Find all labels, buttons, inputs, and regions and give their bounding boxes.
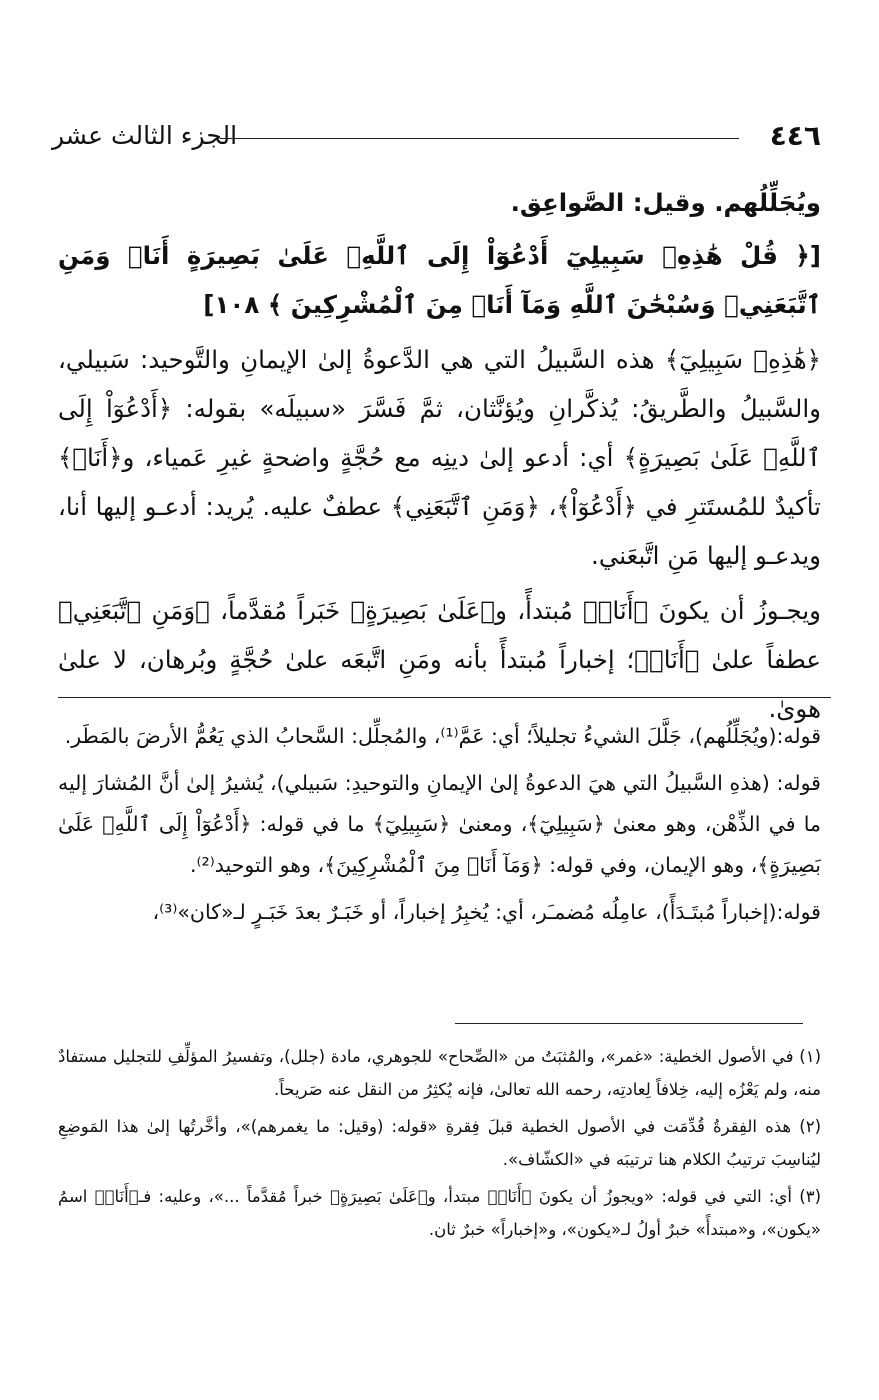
tafsir-paragraph-2: ويجـوزُ أن يكونَ ﴿أَنَا۠﴾ مُبتدأً، و﴿عَلَىٰ بَصِيرَةٍ﴾ خَبَراً مُقدَّماً، ﴿وَمَنِ ٱتَّبَعَنِي﴾ عطفاً علىٰ ﴿أَنَا۠﴾؛ إخباراً مُبتدأً بأنه ومَنِ اتَّبعَه علىٰ حُجَّةٍ وبُرهان، لا علىٰ هوىٰ.	[58, 596, 821, 723]
commentary-divider	[58, 697, 831, 698]
running-title: الجزء الثالث عشر	[52, 121, 238, 150]
verse-108: [﴿ قُلْ هَٰذِهِۦ سَبِيلِيٓ أَدْعُوٓاْ إِلَى ٱللَّهِۚ عَلَىٰ بَصِيرَةٍ أَنَا۠ وَمَنِ ٱتَّبَعَنِيۖ وَسُبْحَٰنَ ٱللَّهِ وَمَآ أَنَا۠ مِنَ ٱلْمُشْرِكِينَ ﴾ ١٠٨]	[58, 241, 821, 319]
footnote-3: (٣) أي: التي في قوله: «ويجوزُ أن يكونَ ﴿أَنَا۠﴾ مبتدأ، و﴿عَلَىٰ بَصِيرَةٍ﴾ خبراً مُقدَّماً ...»، وعليه: فـ﴿أَنَا۠﴾ اسمُ «يكون»، و«مبتدأً» خبرٌ أولُ لـ«يكون»، و«إخباراً» خبرٌ ثان.	[58, 1187, 821, 1239]
main-text	[58, 178, 821, 733]
footnotes-block	[58, 1040, 821, 1246]
commentary-3: قوله:(إخباراً مُبتَـدَأً)، عامِلُه مُضمـَر، أي: يُخبِرُ إخباراً، أو خَبَـرٌ بعدَ خَبَـرٍ لـ«كان»⁽³⁾،	[152, 900, 821, 924]
page-number: ٤٤٦	[769, 119, 821, 152]
footnote-rule	[455, 1023, 803, 1024]
page-header	[52, 118, 821, 158]
footnote-1: (١) في الأصول الخطية: «غمر»، والمُثبَتُ من «الصِّحاح» للجوهري، مادة (جلل)، وتفسيرُ المؤلِّفِ للتجليل مستفادٌ منه، ولم يَعْزُه إليه، خِلافاً لِعادتِه، رحمه الله تعالىٰ، فإنه يُكثِرُ من النقل عنه صَريحاً.	[58, 1047, 821, 1099]
header-rule	[220, 138, 739, 139]
intro-line: ويُجَلِّلُهم. وقيل: الصَّواعِق.	[510, 188, 821, 217]
commentary-2: قوله: (هذهِ السَّبيلُ التي هيَ الدعوةُ إلىٰ الإيمانِ والتوحيدِ: سَبيلي)، يُشيرُ إلىٰ أنَّ المُشارَ إليه ما في الذِّهْن، وهو معنىٰ ﴿سَبِيلِيٓ﴾، ومعنىٰ ﴿سَبِيلِيٓ﴾ ما في قوله: ﴿أَدْعُوٓاْ إِلَى ٱللَّهِۚ عَلَىٰ بَصِيرَةٍ﴾، وهو الإيمان، وفي قوله: ﴿وَمَآ أَنَا۠ مِنَ ٱلْمُشْرِكِينَ﴾، وهو التوحيد⁽²⁾.	[58, 771, 821, 877]
tafsir-paragraph-1: ﴿هَٰذِهِۦ سَبِيلِيٓ﴾ هذه السَّبيلُ التي هي الدَّعوةُ إلىٰ الإيمانِ والتَّوحيد: سَبيلي، والسَّبيلُ والطَّريقُ: يُذكَّرانِ ويُؤنَّثان، ثمَّ فَسَّرَ «سبيلَه» بقوله: ﴿أَدْعُوٓاْ إِلَى ٱللَّهِۚ عَلَىٰ بَصِيرَةٍ﴾ أي: أدعو إلىٰ دينِه مع حُجَّةٍ واضحةٍ غيرِ عَمياء، و﴿أَنَا۠﴾ تأكيدٌ للمُستَترِ في ﴿أَدْعُوٓاْ﴾، ﴿وَمَنِ ٱتَّبَعَنِي﴾ عطفٌ عليه. يُريد: أدعـو إليها أنا، ويدعـو إليها مَنِ اتَّبعَني.	[58, 345, 821, 570]
footnote-2: (٢) هذه الفِقرةُ قُدِّمَت في الأصول الخطية قبلَ فِقرةِ «قوله: (وقيل: ما يغمرهم)»، وأخَّرتُها إلىٰ هذا المَوضِعِ ليُناسِبَ ترتيبُ الكلام هنا ترتيبَه في «الكشّاف».	[58, 1117, 821, 1169]
commentary-1: قوله:(ويُجَلِّلُهم)، جَلَّلَ الشيءُ تجليلاً؛ أي: عَمَّ⁽¹⁾، والمُجلِّل: السَّحابُ الذي يَعُمُّ الأرضَ بالمَطَر.	[64, 724, 821, 748]
commentary-block	[58, 716, 821, 933]
